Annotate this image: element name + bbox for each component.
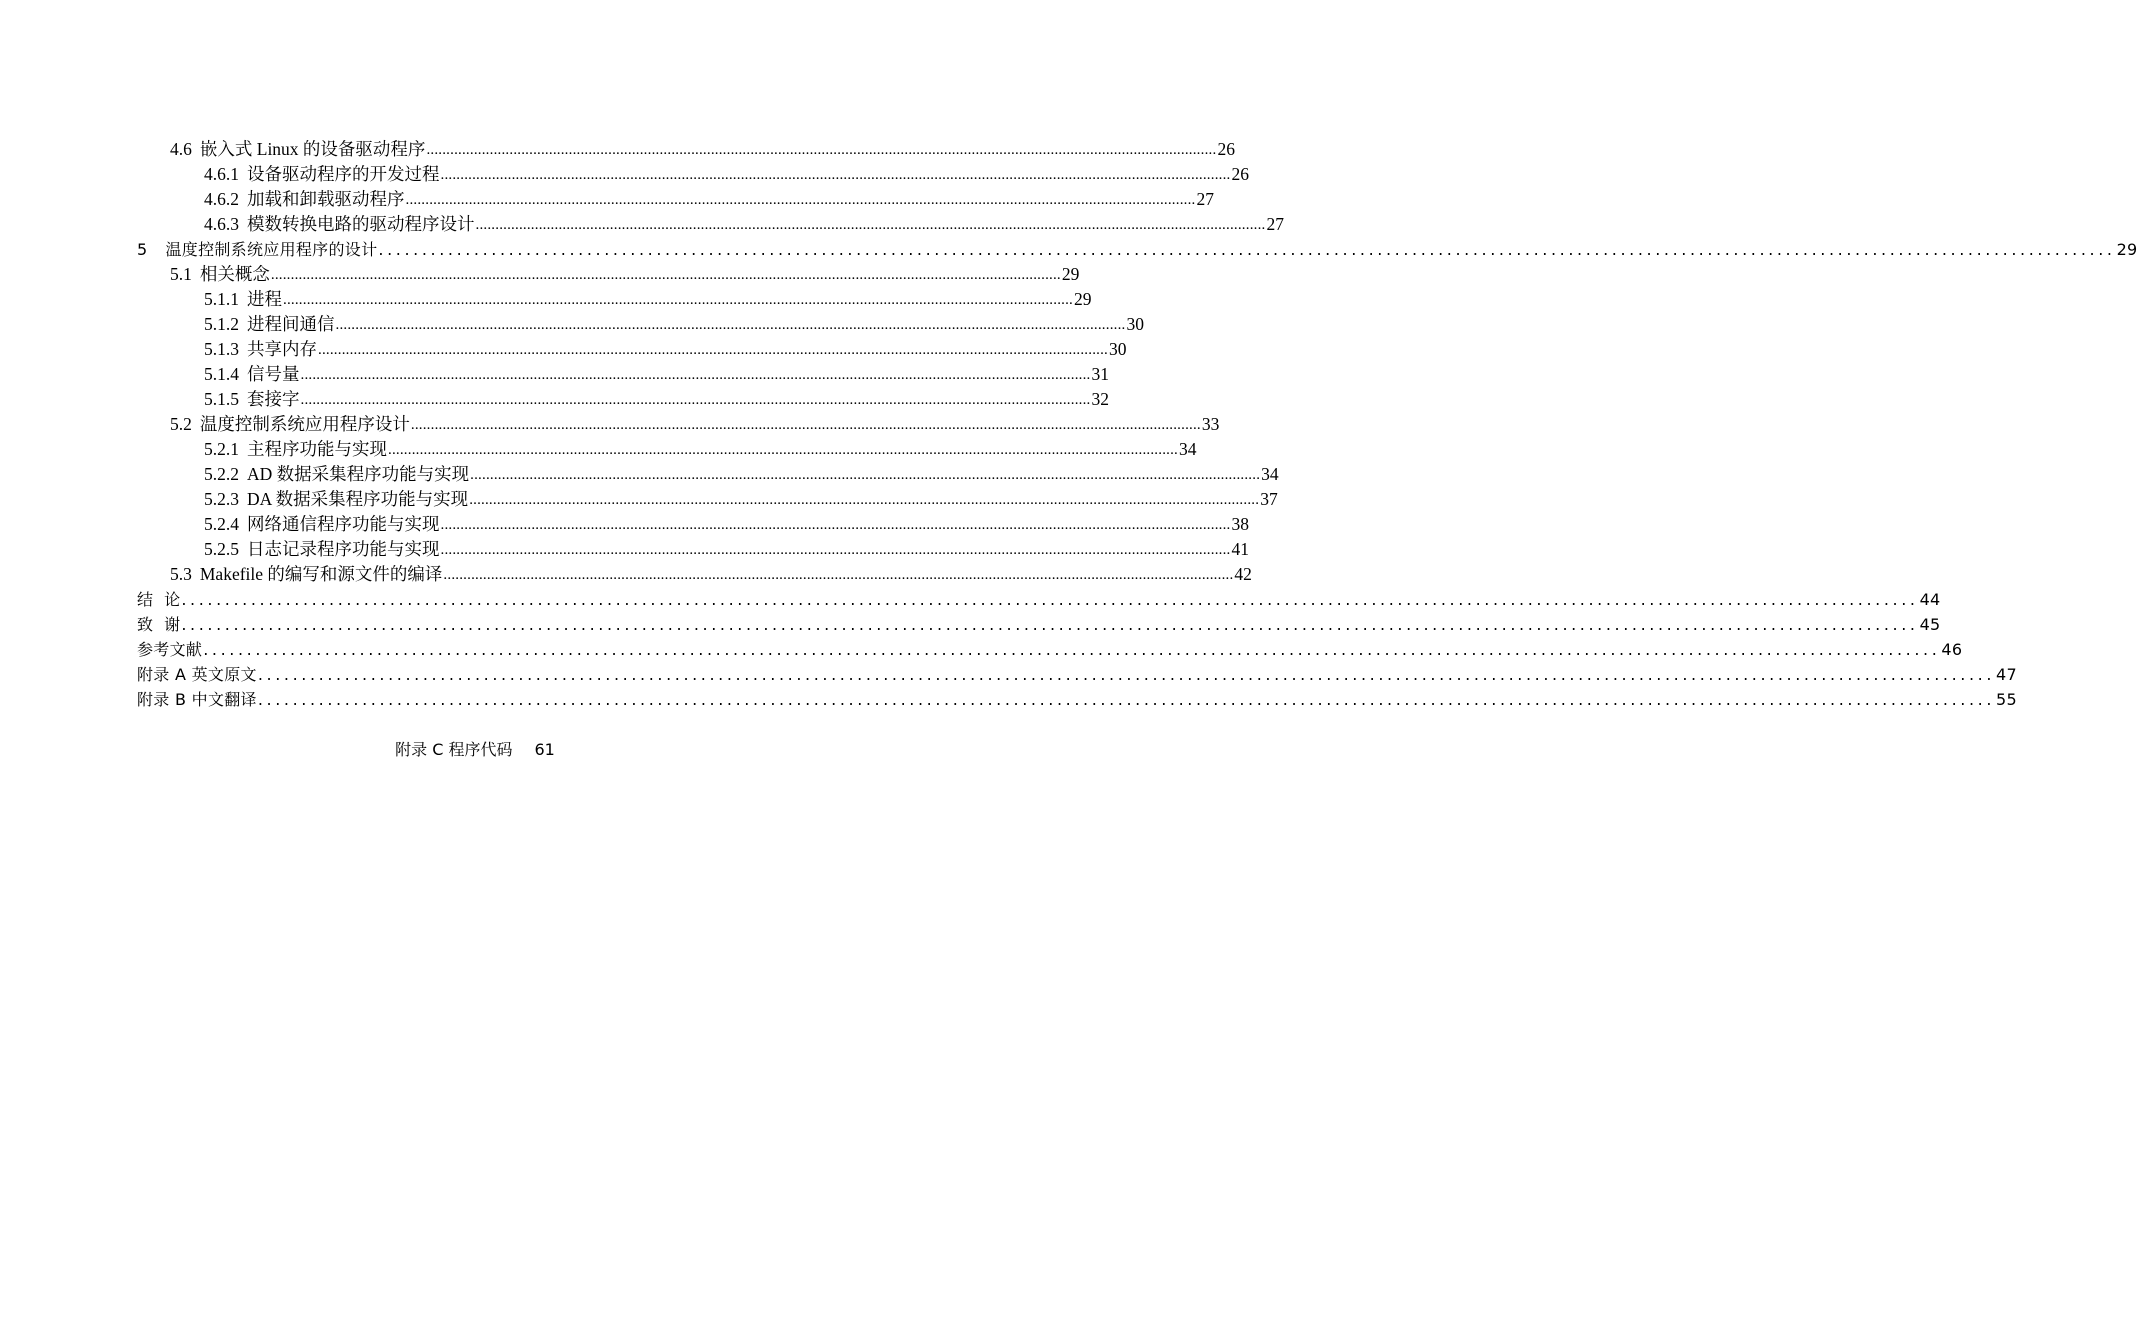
dot-leader: ........................................................................................................................................................................................................ (335, 317, 1126, 333)
appendix-c-entry[interactable] (0, 738, 950, 762)
toc-entry-number: 5.3 (170, 564, 192, 584)
toc-entry-title: 日志记录程序功能与实现 (247, 539, 440, 559)
dot-leader: ........................................................................................................................................................................................................ (388, 442, 1178, 458)
toc-entry[interactable] (204, 312, 1144, 337)
toc-entry-title: 相关概念 (199, 264, 270, 284)
toc-entry-page: 42 (1234, 564, 1252, 584)
toc-entry[interactable] (204, 362, 1109, 387)
toc-entry[interactable] (170, 262, 1080, 287)
dot-leader: ........................................................................................................................................................................................................ (440, 542, 1231, 558)
toc-entry-page: 55 (1996, 690, 2018, 709)
toc-entry[interactable] (204, 212, 1284, 237)
toc-entry-number: 4.6.1 (204, 164, 239, 184)
dot-leader: ........................................................................................................................................................................................................ (469, 492, 1260, 508)
toc-entry[interactable] (170, 137, 1235, 162)
toc-entry-title: 嵌入式 Linux 的设备驱动程序 (199, 139, 426, 159)
dot-leader: ........................................................................................................................................................................................................ (203, 640, 1941, 659)
toc-entry-title: 网络通信程序功能与实现 (247, 514, 440, 534)
toc-entry-title: 参考文献 (137, 640, 203, 659)
toc-entry-number: 5.1.1 (204, 289, 239, 309)
toc-entry[interactable] (137, 637, 1963, 662)
dot-leader: ........................................................................................................................................................................................................ (410, 417, 1201, 433)
toc-entry[interactable] (204, 537, 1249, 562)
toc-entry[interactable] (204, 512, 1249, 537)
toc-entry-page: 30 (1126, 314, 1144, 334)
toc-entry[interactable] (204, 287, 1092, 312)
toc-entry[interactable] (204, 487, 1278, 512)
toc-entry-number: 5.2.2 (204, 464, 239, 484)
toc-entry-title: 进程间通信 (247, 314, 335, 334)
toc-entry-page: 31 (1091, 364, 1109, 384)
toc-entry-number: 4.6.3 (204, 214, 239, 234)
toc-entry[interactable] (137, 237, 2138, 262)
toc-entry-page: 32 (1091, 389, 1109, 409)
toc-entry-title: 温度控制系统应用程序设计 (199, 414, 410, 434)
toc-entry[interactable] (204, 387, 1109, 412)
toc-entry-title: 共享内存 (247, 339, 317, 359)
toc-entry[interactable] (204, 162, 1249, 187)
toc-entry-page: 29 (1061, 264, 1080, 284)
toc-entry-number: 5.1.2 (204, 314, 239, 334)
toc-entry-page: 38 (1231, 514, 1249, 534)
dot-leader: ........................................................................................................................................................................................................ (378, 240, 2116, 259)
toc-entry[interactable] (137, 687, 2018, 712)
toc-entry-page: 47 (1996, 665, 2017, 684)
toc-entry-number: 5.1.4 (204, 364, 239, 384)
dot-leader: ........................................................................................................................................................................................................ (318, 342, 1108, 358)
toc-entry-page: 26 (1231, 164, 1249, 184)
toc-entry-number: 5.1.3 (204, 339, 239, 359)
dot-leader: ........................................................................................................................................................................................................ (283, 292, 1073, 308)
dot-leader: ........................................................................................................................................................................................................ (257, 690, 1996, 709)
toc-entry[interactable] (204, 437, 1197, 462)
toc-entry-number: 5.2.1 (204, 439, 239, 459)
toc-entry-title: 温度控制系统应用程序的设计 (165, 240, 378, 259)
dot-leader: ........................................................................................................................................................................................................ (257, 665, 1996, 684)
dot-leader: ........................................................................................................................................................................................................ (470, 467, 1261, 483)
toc-entry-page: 45 (1919, 615, 1941, 634)
toc-entry[interactable] (204, 462, 1279, 487)
toc-entry-page: 29 (2116, 240, 2138, 259)
toc-entry-title: 模数转换电路的驱动程序设计 (247, 214, 475, 234)
toc-entry-page: 29 (1074, 289, 1092, 309)
toc-entry-page: 26 (1217, 139, 1235, 159)
appendix-c-page: 61 (534, 740, 555, 759)
dot-leader: ........................................................................................................................................................................................................ (405, 192, 1196, 208)
toc-entry-number: 5.1 (170, 264, 192, 284)
toc-entry-title: DA 数据采集程序功能与实现 (247, 489, 469, 509)
toc-entry-title: 结 论 (137, 590, 181, 609)
toc-entry-title: 附录 B 中文翻译 (137, 690, 257, 709)
toc-entry-page: 30 (1109, 339, 1127, 359)
toc-entry[interactable] (137, 612, 1941, 637)
toc-entry-title: 进程 (247, 289, 282, 309)
toc-entry-page: 41 (1231, 539, 1249, 559)
toc-entry-number: 5.1.5 (204, 389, 239, 409)
toc-entry-title: Makefile 的编写和源文件的编译 (199, 564, 443, 584)
toc-entry-page: 37 (1260, 489, 1278, 509)
dot-leader: ........................................................................................................................................................................................................ (440, 517, 1231, 533)
toc-entry-page: 34 (1261, 464, 1279, 484)
toc-entry-title: 附录 A 英文原文 (137, 665, 257, 684)
toc-entry-title: AD 数据采集程序功能与实现 (247, 464, 470, 484)
toc-entry-title: 致 谢 (137, 615, 181, 634)
toc-entry-page: 34 (1179, 439, 1197, 459)
toc-entry-number: 4.6.2 (204, 189, 239, 209)
toc-entry-page: 46 (1941, 640, 1963, 659)
toc-entry-page: 33 (1201, 414, 1220, 434)
toc-entry[interactable] (204, 337, 1127, 362)
toc-entry-number: 4.6 (170, 139, 192, 159)
toc-entry-title: 加载和卸载驱动程序 (247, 189, 405, 209)
toc-entry-page: 27 (1196, 189, 1214, 209)
dot-leader: ........................................................................................................................................................................................................ (270, 267, 1061, 283)
toc-entry[interactable] (137, 662, 2017, 687)
toc-entry-title: 主程序功能与实现 (247, 439, 387, 459)
dot-leader: ........................................................................................................................................................................................................ (181, 590, 1919, 609)
dot-leader: ........................................................................................................................................................................................................ (443, 567, 1234, 583)
toc-entry[interactable] (137, 587, 1941, 612)
toc-entry[interactable] (170, 562, 1252, 587)
dot-leader: ........................................................................................................................................................................................................ (475, 217, 1266, 233)
dot-leader: ........................................................................................................................................................................................................ (440, 167, 1231, 183)
toc-entry-number: 5.2.3 (204, 489, 239, 509)
toc-entry-title: 信号量 (247, 364, 300, 384)
toc-entry-number: 5.2 (170, 414, 192, 434)
toc-entry[interactable] (170, 412, 1220, 437)
toc-entry-title: 设备驱动程序的开发过程 (247, 164, 440, 184)
toc-entry[interactable] (204, 187, 1214, 212)
toc-entry-number: 5 (137, 240, 148, 259)
dot-leader: ........................................................................................................................................................................................................ (300, 367, 1091, 383)
toc-entry-number: 5.2.4 (204, 514, 239, 534)
toc-entry-page: 44 (1919, 590, 1941, 609)
dot-leader: ........................................................................................................................................................................................................ (426, 142, 1217, 158)
toc-entry-page: 27 (1266, 214, 1284, 234)
dot-leader: ........................................................................................................................................................................................................ (181, 615, 1919, 634)
toc-entry-title: 套接字 (247, 389, 300, 409)
dot-leader: ........................................................................................................................................................................................................ (300, 392, 1091, 408)
appendix-c-title: 附录 C 程序代码 (395, 740, 513, 759)
toc-entry-number: 5.2.5 (204, 539, 239, 559)
